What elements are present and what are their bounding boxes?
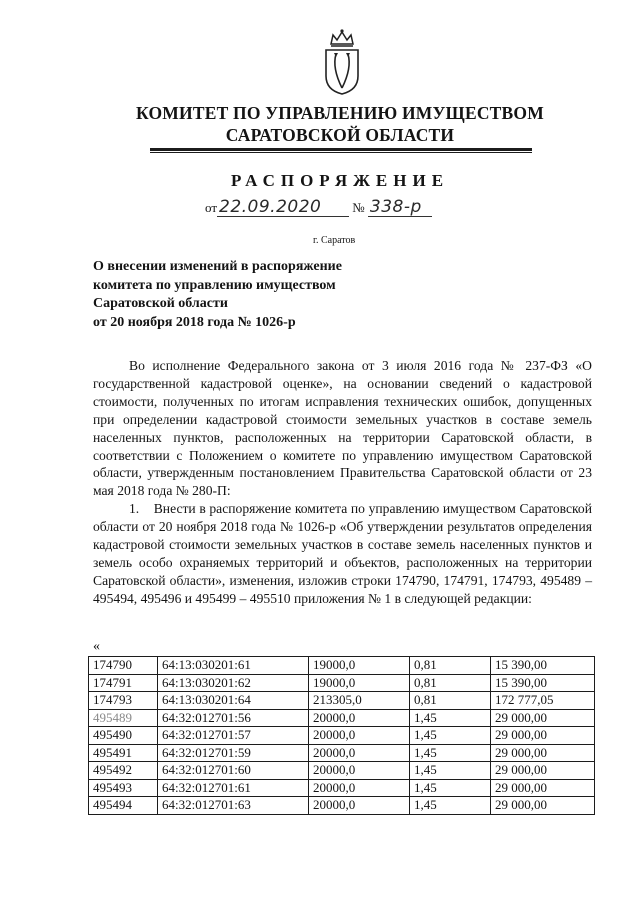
cadastral-value-cell: 15 390,00 — [491, 657, 595, 675]
document-subject — [93, 258, 342, 332]
table-row — [89, 657, 595, 675]
cadastral-number-cell: 64:32:012701:61 — [158, 779, 309, 797]
subject-line: О внесении изменений в распоряжение — [93, 259, 342, 274]
document-title: РАСПОРЯЖЕНИЕ — [230, 171, 450, 190]
city: г. Саратов — [313, 235, 356, 246]
row-number-cell: 174791 — [89, 674, 158, 692]
area-cell: 19000,0 — [309, 674, 410, 692]
row-number-cell: 174793 — [89, 692, 158, 710]
row-number-cell: 495491 — [89, 744, 158, 762]
date-number-line — [205, 199, 432, 217]
cadastral-number-cell: 64:13:030201:61 — [158, 657, 309, 675]
cadastral-value-cell: 29 000,00 — [491, 762, 595, 780]
table-row — [89, 692, 595, 710]
area-cell: 20000,0 — [309, 797, 410, 815]
table-row — [89, 709, 595, 727]
table-row — [89, 744, 595, 762]
cadastral-number-cell: 64:32:012701:63 — [158, 797, 309, 815]
specific-value-cell: 1,45 — [410, 797, 491, 815]
specific-value-cell: 1,45 — [410, 709, 491, 727]
cadastral-value-cell: 29 000,00 — [491, 797, 595, 815]
row-number-cell: 495493 — [89, 779, 158, 797]
cadastral-value-table — [88, 656, 595, 815]
row-number-cell: 174790 — [89, 657, 158, 675]
area-cell: 20000,0 — [309, 709, 410, 727]
specific-value-cell: 1,45 — [410, 727, 491, 745]
area-cell: 20000,0 — [309, 762, 410, 780]
document-date: 22.09.2020 — [219, 197, 322, 217]
cadastral-value-cell: 29 000,00 — [491, 744, 595, 762]
document-number: 338-р — [369, 197, 422, 217]
specific-value-cell: 0,81 — [410, 657, 491, 675]
specific-value-cell: 0,81 — [410, 674, 491, 692]
cadastral-number-cell: 64:32:012701:59 — [158, 744, 309, 762]
saratov-coat-of-arms-icon — [322, 28, 362, 96]
preamble-paragraph: Во исполнение Федерального закона от 3 июля 2016 года № 237-ФЗ «О государственной кадастровой оценке», на основании сведений о кадастровой стоимости, полученных по итогам исправления технических ошибок, допущенных при определении кадастровой стоимости земельных участков в составе земель населенных пунктов, расположенных на территории Саратовской области, в соответствии с Положением о комитете по управлению имуществом Саратовской области, утвержденным постановлением Правительства Саратовской области от 23 мая 2018 года № 280-П: — [93, 358, 592, 499]
cadastral-value-cell: 15 390,00 — [491, 674, 595, 692]
subject-line: комитета по управлению имуществом — [93, 277, 336, 293]
specific-value-cell: 1,45 — [410, 779, 491, 797]
table-row — [89, 762, 595, 780]
cadastral-number-cell: 64:13:030201:62 — [158, 674, 309, 692]
subject-line: от 20 ноября 2018 года № 1026-р — [93, 314, 296, 330]
subject-line: Саратовской области — [93, 296, 228, 311]
specific-value-cell: 1,45 — [410, 762, 491, 780]
organization-name-line2: САРАТОВСКОЙ ОБЛАСТИ — [225, 125, 455, 145]
cadastral-value-cell: 29 000,00 — [491, 709, 595, 727]
cadastral-number-cell: 64:13:030201:64 — [158, 692, 309, 710]
area-cell: 213305,0 — [309, 692, 410, 710]
cadastral-value-cell: 172 777,05 — [491, 692, 595, 710]
date-prefix: от — [205, 200, 218, 215]
open-quote: « — [93, 639, 100, 654]
cadastral-value-cell: 29 000,00 — [491, 727, 595, 745]
table-row — [89, 674, 595, 692]
specific-value-cell: 1,45 — [410, 744, 491, 762]
row-number-cell: 495490 — [89, 727, 158, 745]
header-divider-thick — [150, 148, 532, 151]
specific-value-cell: 0,81 — [410, 692, 491, 710]
cadastral-number-cell: 64:32:012701:60 — [158, 762, 309, 780]
number-sign: № — [352, 200, 365, 215]
cadastral-number-cell: 64:32:012701:57 — [158, 727, 309, 745]
table-row — [89, 727, 595, 745]
document-body — [93, 357, 592, 608]
row-number-cell: 495494 — [89, 797, 158, 815]
organization-name-line1: КОМИТЕТ ПО УПРАВЛЕНИЮ ИМУЩЕСТВОМ — [136, 103, 544, 123]
area-cell: 20000,0 — [309, 744, 410, 762]
cadastral-value-cell: 29 000,00 — [491, 779, 595, 797]
area-cell: 20000,0 — [309, 727, 410, 745]
area-cell: 20000,0 — [309, 779, 410, 797]
row-number-cell: 495492 — [89, 762, 158, 780]
area-cell: 19000,0 — [309, 657, 410, 675]
header-divider-thin — [150, 152, 532, 153]
table-row — [89, 797, 595, 815]
clause-1-paragraph: 1. Внести в распоряжение комитета по управлению имуществом Саратовской области от 20 ноября 2018 года № 1026-р «Об утверждении результатов определения кадастровой стоимости земельных участков в составе земель населенных пунктов и земель особо охраняемых территорий и объектов, расположенных на территории Саратовской области», изменения, изложив строки 174790, 174791, 174793, 495489 – 495494, 495496 и 495499 – 495510 приложения № 1 в следующей редакции: — [93, 501, 592, 606]
row-number-cell: 495489 — [89, 709, 158, 727]
cadastral-number-cell: 64:32:012701:56 — [158, 709, 309, 727]
table-row — [89, 779, 595, 797]
